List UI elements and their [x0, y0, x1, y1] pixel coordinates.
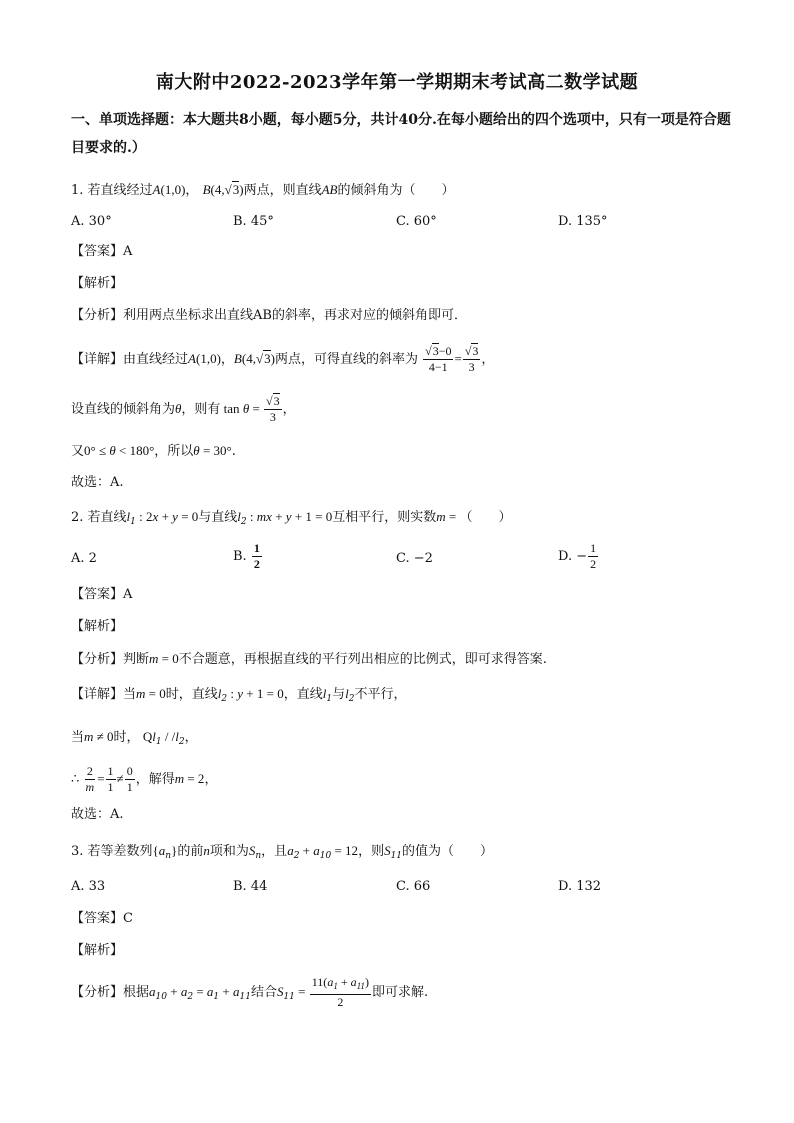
q2-xiangjie: 【详解】当m = 0时，直线$l_2$ : y + 1 = 0，直线$l_1$与$l_2$不平行， — [71, 686, 407, 704]
q3-option-c: C. 66 — [396, 879, 431, 894]
q3-option-a: A. 33 — [71, 879, 106, 894]
q1-line3: 又0° ≤ θ < 180°，所以θ = 30°. — [71, 443, 236, 459]
q2-jiexi: 【解析】 — [71, 619, 124, 634]
q3-answer: 【答案】C — [71, 911, 133, 926]
q2-option-a: A. 2 — [71, 551, 97, 566]
q1-answer: 【答案】A — [71, 244, 133, 259]
q2-choice: 故选：A. — [71, 807, 124, 822]
q1-option-a: A. 30° — [71, 214, 112, 229]
q1-fenxi: 【分析】利用两点坐标求出直线AB的斜率，再求对应的倾斜角即可． — [71, 308, 467, 323]
q1-option-c: C. 60° — [396, 214, 437, 229]
q2-option-c: C. −2 — [396, 551, 433, 566]
q2-line2: 当m ≠ 0时， $Ql_1 / /l_2$， — [71, 729, 198, 747]
q1-line2: 设直线的倾斜角为θ，则有 tan θ = $\frac{√3}{3}$ ， — [71, 394, 296, 424]
q1-option-d: D. 135° — [558, 214, 608, 229]
q2-answer: 【答案】A — [71, 587, 133, 602]
q1-option-b: B. 45° — [233, 214, 274, 229]
q2-fenxi: 【分析】判断m = 0不合题意，再根据直线的平行列出相应的比例式，即可求得答案. — [71, 651, 547, 667]
q1-choice: 故选：A. — [71, 475, 124, 490]
q3-fenxi: 【分析】根据$a_{10} + a_2 = a_1 + a_{11}$结合$S_{11}$ = $\frac{11(a_1 + a_{11})}{2}$ 即可求解. — [71, 975, 429, 1009]
q1-xiangjie: 【详解】由直线经过A(1,0)，B(4,√3)两点，可得直线的斜率为 $\frac{√3-0}{4-1}$ = $\frac{√3}{3}$ ， — [71, 344, 495, 374]
question-1-stem: 1. 若直线经过A(1,0)， B(4,√3)两点，则直线AB的倾斜角为（ ） — [71, 182, 455, 198]
q2-line3: ∴ $\frac{2}{m}$ = $\frac{1}{1}$ ≠ $\frac{0}{1}$ ，解得m = 2， — [71, 764, 218, 794]
q3-option-d: D. 132 — [558, 879, 602, 894]
math-point-b: B — [202, 182, 211, 197]
slope-fraction: $\frac{√3-0}{4-1}$ — [425, 344, 452, 374]
q2-option-d: D. − $\frac{1}{2}$ — [558, 541, 597, 571]
question-3-stem: 3. 若等差数列$\{a_n\}$的前n项和为$S_n$，且$a_2 + a_{10} = 12$，则$S_{11}$的值为（ ） — [71, 843, 494, 861]
page-title: 南大附中2022-2023学年第一学期期末考试高二数学试题 — [155, 72, 639, 93]
math-point-a: A — [152, 182, 161, 197]
question-2-stem: 2. 若直线$l_1$ : 2x + y = 0与直线$l_2$ : mx + y + 1 = 0互相平行，则实数m = （ ） — [71, 509, 512, 527]
q3-option-b: B. 44 — [233, 879, 268, 894]
q1-jiexi: 【解析】 — [71, 276, 124, 291]
q2-option-b: B. $\frac{1}{2}$ — [233, 541, 260, 571]
q3-jiexi: 【解析】 — [71, 943, 124, 958]
section-heading: 一、单项选择题：本大题共8小题，每小题5分，共计40分.在每小题给出的四个选项中，只有一项是符合题目要求的.） — [71, 112, 731, 156]
